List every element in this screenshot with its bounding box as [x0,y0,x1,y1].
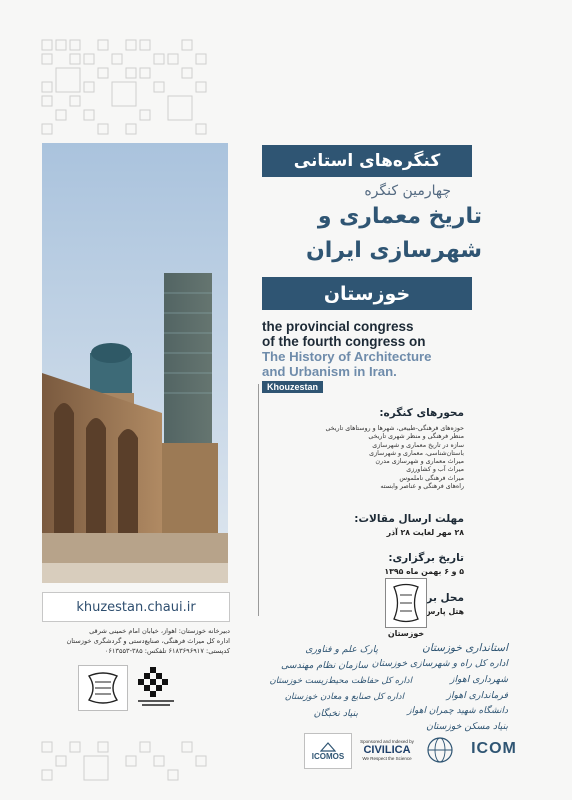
sponsor-name: شهرداری اهواز [449,674,508,685]
event-dates [264,552,464,576]
sponsor-name: فرمانداری اهواز [446,690,508,701]
sponsor-name: اداره کل راه و شهرسازی خوزستان [371,658,508,669]
civilica-caption: Sponsored and Indexed by [360,739,414,744]
title-fa-line1: تاریخ معماری و [317,204,482,229]
title-en-line1: the provincial congress [262,319,414,334]
icomos-logo [304,733,352,769]
square-pattern-top [40,38,216,138]
sponsor-name: بنیاد مسکن خوزستان [426,721,508,732]
fourth-congress-subtitle: چهارمین کنگره [364,183,451,199]
sponsor-name: اداره کل صنایع و معادن خوزستان [284,692,404,702]
civilica-text: CIVILICA [363,744,411,756]
title-en-line2: of the fourth congress on [262,334,426,349]
khuzestan-banner: خوزستان [262,277,472,310]
secretariat-line: دبیرخانه خوزستان: اهواز، خیابان امام خمینی شرقی [89,627,230,635]
website-link[interactable]: khuzestan.chaui.ir [42,592,230,622]
divider-line [258,384,259,616]
icom-text: ICOM [471,740,517,757]
icom-logo [464,727,524,771]
submission-deadline [264,513,464,537]
icomos-text: ICOMOS [311,751,345,761]
deadline-value: ۲۸ مهر لغایت ۲۸ آذر [386,528,464,537]
sponsor-name: بنیاد نخبگان [313,708,358,719]
civilica-logo [356,733,418,767]
square-pattern-bottom [40,740,216,790]
province-tag: Khouzestan [262,381,323,393]
event-venue [264,592,464,616]
heritage-organization-logo [78,665,128,711]
province-logo-label: خوزستان [387,629,425,638]
secretariat-line: کدپستی: ۶۱۸۳۶۹۶۹۱۷ تلفکس: ۳۸۵-۰۶۱۳۵۵۳ [104,647,230,655]
sponsor-name: اداره کل حفاظت محیط‌زیست خوزستان [269,676,412,686]
axes-item: منظر فرهنگی و منظر شهری تاریخی [368,433,464,441]
sponsors-list [262,642,508,734]
secretariat-line: اداره کل میراث فرهنگی، صنایع‌دستی و گردشگری خوزستان [66,637,230,645]
globe-emblem-logo [424,735,456,765]
dates-value: ۵ و ۶ بهمن ماه ۱۳۹۵ [384,567,464,576]
sponsor-name: دانشگاه شهید چمران اهواز [407,706,508,716]
congress-axes [264,407,464,491]
sponsor-name: پارک علم و فناوری [305,644,378,655]
province-heritage-logo [385,578,427,628]
sponsor-name: استانداری خوزستان [422,642,508,654]
provincial-congress-banner: کنگره‌های استانی [262,145,472,177]
title-en-line3: The History of Architecture [262,349,432,364]
axes-item: حوزه‌های فرهنگی-طبیعی، شهرها و روستاهای تاریخی [325,425,464,432]
axes-item: راه‌های فرهنگی و عناصر وابسته [380,483,464,491]
sponsor-name: سازمان نظام مهندسی [281,660,368,671]
icomos-emblem-icon [320,742,336,752]
axes-item: میراث معماری و شهرسازی مدرن [375,458,464,466]
axes-item: سازه در تاریخ معماری و شهرسازی [372,441,464,449]
secretariat-address [40,626,230,656]
venue-value: هتل پارس اهواز [401,607,464,616]
axes-item: باستان‌شناسی، معماری و شهرسازی [369,449,464,457]
deadline-heading: مهلت ارسال مقالات: [354,513,464,525]
congress-secretariat-logo [132,665,180,709]
dates-heading: تاریخ برگزاری: [388,552,464,564]
venue-heading: محل برگزاری: [390,592,464,604]
axes-item: میراث فرهنگی ناملموس [399,474,464,482]
minaret-photo [42,143,228,583]
title-en-line4: and Urbanism in Iran. [262,364,397,379]
civilica-tagline: We Respect the Science [362,756,412,761]
axes-item: میراث آب و کشاورزی [406,466,464,474]
title-fa-line2: شهرسازی ایران [305,238,482,263]
axes-heading: محورهای کنگره: [379,407,464,419]
axes-list [264,425,464,491]
